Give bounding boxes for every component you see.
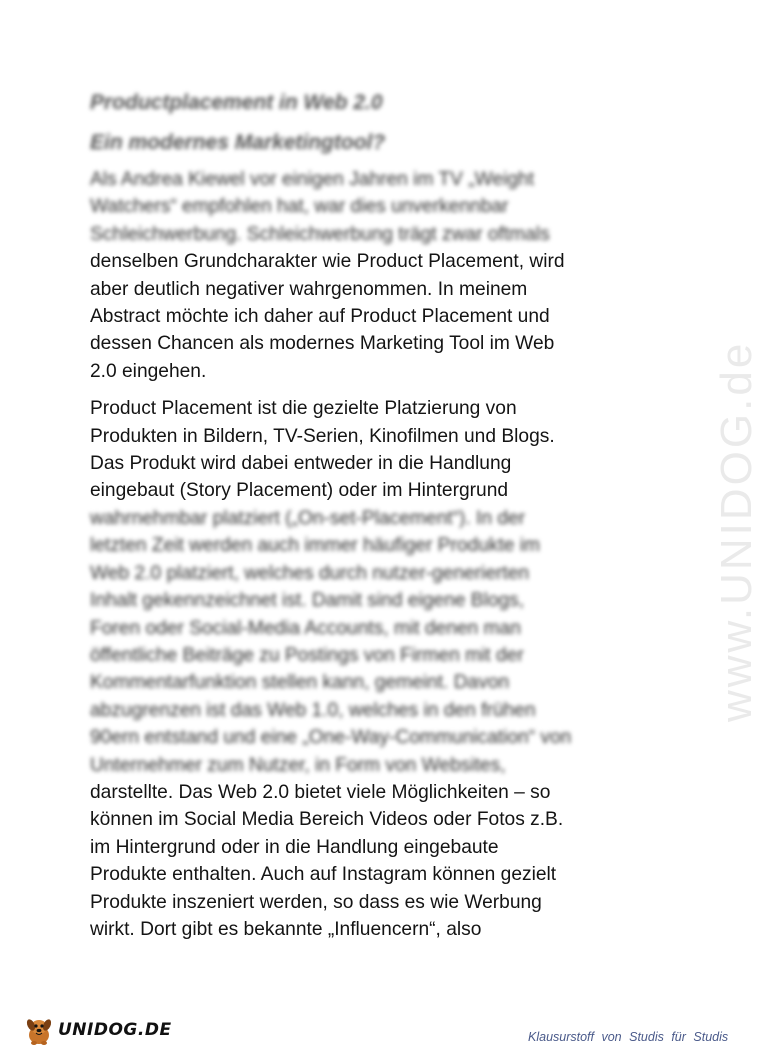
- text-line: Als Andrea Kiewel vor einigen Jahren im TV „Weight: [90, 169, 535, 190]
- text-line: aber deutlich negativer wahrgenommen. In meinem: [90, 278, 528, 300]
- text-line: Product Placement ist die gezielte Platzierung von: [90, 398, 517, 420]
- document-title: Productplacement in Web 2.0: [90, 91, 383, 114]
- text-line: Unternehmer zum Nutzer, in Form von Websites,: [90, 754, 506, 776]
- footer-logo[interactable]: [22, 1012, 172, 1048]
- text-line: dessen Chancen als modernes Marketing Tool im Web: [90, 333, 555, 355]
- text-line: Produkte enthalten. Auch auf Instagram können gezielt: [90, 864, 557, 886]
- text-line: Web 2.0 platziert, welches durch nutzer-generierten: [90, 562, 530, 584]
- text-line: Produkte inszeniert werden, so dass es wie Werbung: [90, 891, 542, 913]
- text-line: wirkt. Dort gibt es bekannte „Influencern“, also: [90, 918, 482, 940]
- footer-tagline: Klausurstoff von Studis für Studis: [528, 1030, 729, 1044]
- text-line: im Hintergrund oder in die Handlung eingebaute: [90, 836, 499, 858]
- text-line: 2.0 eingehen.: [90, 360, 207, 382]
- text-line: Inhalt gekennzeichnet ist. Damit sind eigene Blogs,: [90, 590, 525, 612]
- text-line: darstellte. Das Web 2.0 bietet viele Möglichkeiten – so: [90, 781, 551, 803]
- text-line: öffentliche Beiträge zu Postings von Firmen mit der: [90, 644, 524, 666]
- text-line: Kommentarfunktion stellen kann, gemeint. Davon: [90, 672, 510, 694]
- watermark: www.UNIDOG.de: [712, 340, 761, 722]
- document-subtitle: Ein modernes Marketingtool?: [90, 131, 386, 154]
- text-line: 90ern entstand und eine „One-Way-Communication“ von: [90, 727, 572, 749]
- text-line: können im Social Media Bereich Videos oder Fotos z.B.: [90, 809, 564, 831]
- paragraph-1: [90, 166, 665, 385]
- text-line: denselben Grundcharakter wie Product Placement, wird: [90, 251, 565, 273]
- text-line: eingebaut (Story Placement) oder im Hintergrund: [90, 480, 509, 502]
- text-line: Foren oder Social-Media Accounts, mit denen man: [90, 617, 521, 639]
- logo-text: UNIDOG.DE: [58, 1020, 172, 1040]
- dog-mascot-icon: [22, 1013, 56, 1047]
- text-line: Schleichwerbung. Schleichwerbung trägt zwar oftmals: [90, 223, 550, 245]
- text-line: Watchers“ empfohlen hat, war dies unverkennbar: [90, 196, 509, 218]
- text-line: abzugrenzen ist das Web 1.0, welches in den frühen: [90, 699, 536, 721]
- text-line: letzten Zeit werden auch immer häufiger Produkte im: [90, 535, 541, 557]
- text-line: Abstract möchte ich daher auf Product Placement und: [90, 306, 550, 328]
- text-line: wahrnehmbar platziert („On-set-Placement“). In der: [90, 507, 526, 529]
- document-body: [90, 88, 665, 953]
- text-line: Produkten in Bildern, TV-Serien, Kinofilmen und Blogs.: [90, 425, 555, 447]
- text-line: Das Produkt wird dabei entweder in die Handlung: [90, 453, 512, 475]
- paragraph-2: [90, 395, 665, 943]
